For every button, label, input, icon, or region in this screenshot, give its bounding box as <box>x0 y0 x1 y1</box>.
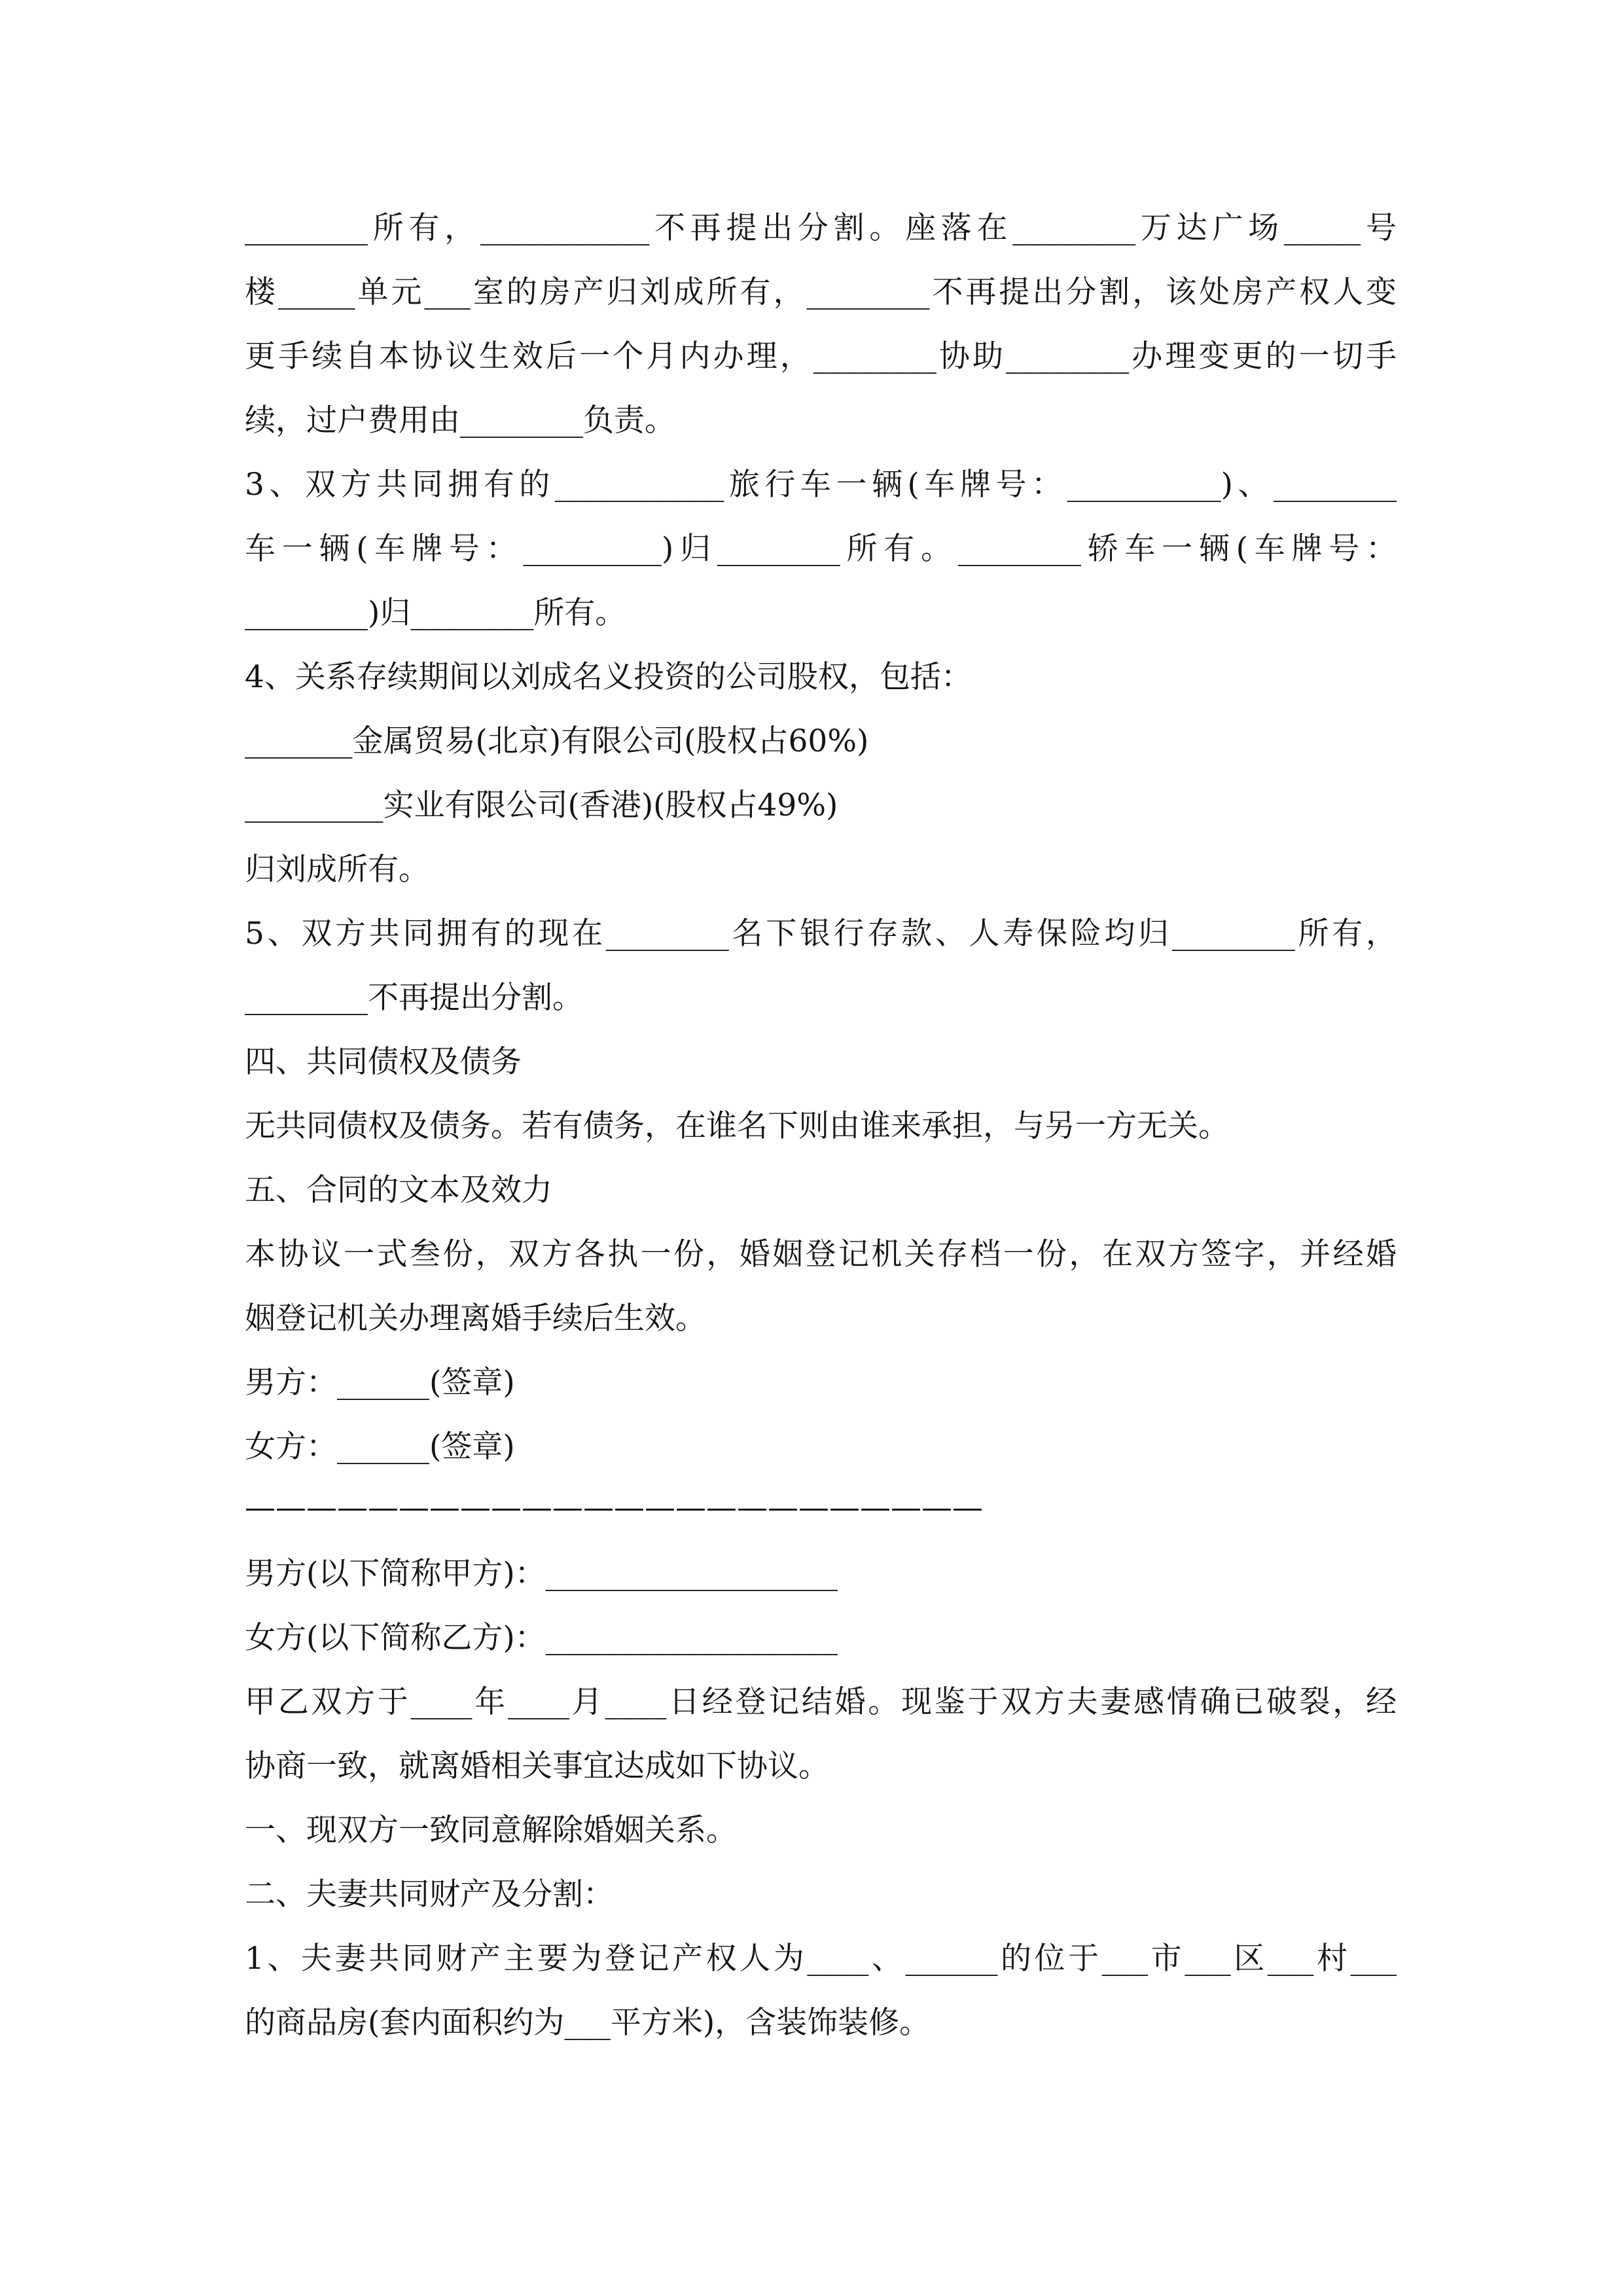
text-line: 更手续自本协议生效后一个月内办理，________协助________办理变更的一切手 <box>245 338 1397 374</box>
text-line: 车一辆(车牌号：_________)归________所有。________轿车一辆(车牌号： <box>245 531 1397 567</box>
text-line: 姻登记机关办理离婚手续后生效。 <box>245 1300 706 1336</box>
text-line: 5、双方共同拥有的现在________名下银行存款、人寿保险均归________所有， <box>245 916 1397 952</box>
text-line: 1、夫妻共同财产主要为登记产权人为____、______的位于___市___区___村___ <box>245 1941 1397 1977</box>
text-line: _________实业有限公司(香港)(股权占49%) <box>245 787 838 823</box>
text-line: 本协议一式叁份，双方各执一份，婚姻登记机关存档一份，在双方签字，并经婚 <box>245 1236 1397 1272</box>
text-line: _______金属贸易(北京)有限公司(股权占60%) <box>245 723 869 759</box>
section-heading: 4、关系存续期间以刘成名义投资的公司股权，包括： <box>245 659 972 695</box>
text-line: ________不再提出分割。 <box>245 980 583 1016</box>
text-line: 楼_____单元___室的房产归刘成所有，________不再提出分割，该处房产权人变 <box>245 274 1397 310</box>
text-line: 的商品房(套内面积约为___平方米)，含装饰装修。 <box>245 2005 931 2041</box>
section-heading: 五、合同的文本及效力 <box>245 1172 552 1208</box>
party-a-line: 男方(以下简称甲方)：___________________ <box>245 1556 838 1592</box>
text-line: ________)归________所有。 <box>245 595 626 631</box>
signature-line-female: 女方：______(签章) <box>245 1429 515 1465</box>
section-heading: 四、共同债权及债务 <box>245 1044 522 1080</box>
text-line: 3、双方共同拥有的___________旅行车一辆(车牌号：__________)、________ <box>245 467 1397 503</box>
separator-line: ———————————————————————— <box>245 1490 983 1526</box>
text-line: 甲乙双方于____年____月____日经登记结婚。现鉴于双方夫妻感情确已破裂，经 <box>245 1684 1397 1720</box>
text-line: ________所有，___________不再提出分割。座落在________万达广场_____号 <box>245 210 1397 246</box>
party-b-line: 女方(以下简称乙方)：___________________ <box>245 1620 838 1656</box>
signature-line-male: 男方：______(签章) <box>245 1365 515 1401</box>
section-heading: 一、现双方一致同意解除婚姻关系。 <box>245 1812 737 1848</box>
section-heading: 二、夫妻共同财产及分割： <box>245 1876 614 1912</box>
text-line: 协商一致，就离婚相关事宜达成如下协议。 <box>245 1748 829 1784</box>
text-line: 无共同债权及债务。若有债务，在谁名下则由谁来承担，与另一方无关。 <box>245 1108 1229 1144</box>
text-line: 续，过户费用由________负责。 <box>245 403 675 439</box>
text-line: 归刘成所有。 <box>245 852 429 888</box>
